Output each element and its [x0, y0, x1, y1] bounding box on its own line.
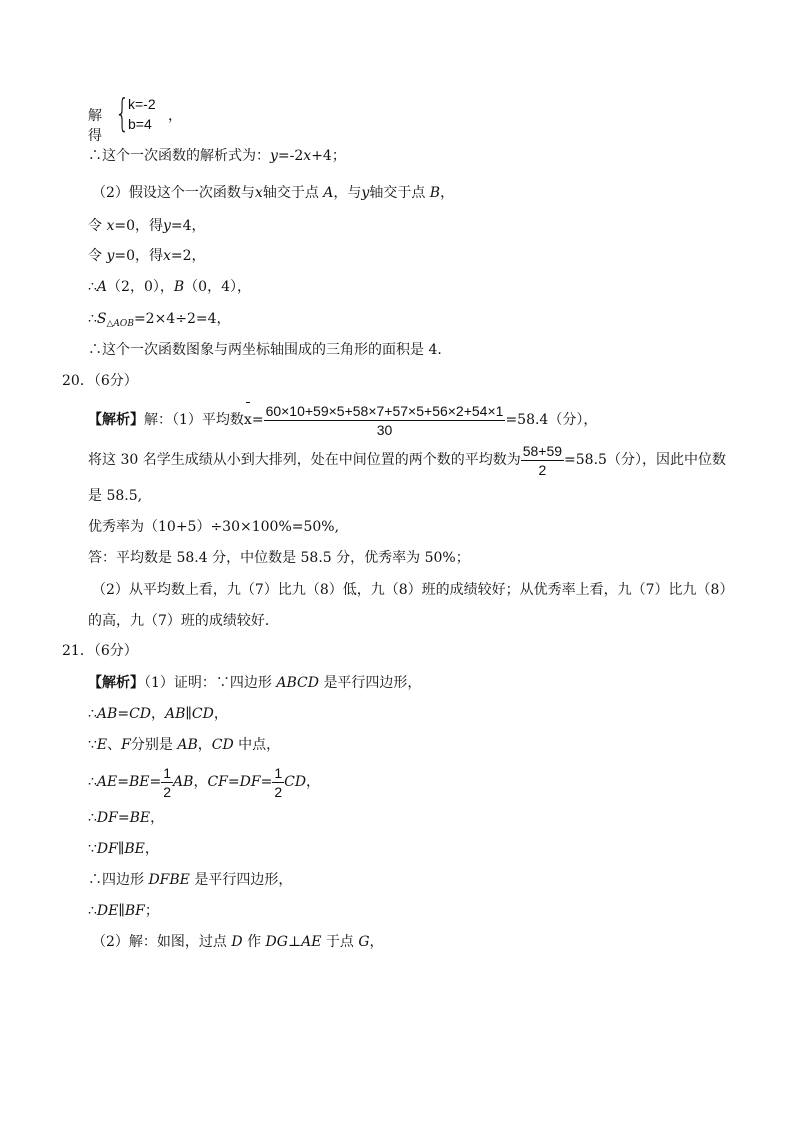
text-line: ∴这个一次函数的解析式为：y=-2x+4； — [88, 148, 346, 164]
system-comma: ， — [168, 108, 182, 124]
text-line: ∴A（2，0），B（0，4）， — [88, 279, 251, 295]
text-line: ∴DF=BE， — [88, 810, 165, 826]
question-21-heading: 21．（6分） — [62, 643, 138, 659]
equation-b: b=4 — [128, 116, 152, 132]
mean-fraction: $\frac{60\times 10+59\times 5+58\times 7+57\times 5+56\times 2+54\times 1}{30}$ — [265, 402, 504, 438]
text-line: ∴DE∥BF； — [88, 903, 159, 919]
half-fraction: $\frac{1}{2}$ — [274, 764, 283, 800]
text-line: ∵DF∥BE， — [88, 841, 159, 857]
text-line: $\therefore S_{\triangle AOB}=2\times 4\div 2=4$， — [88, 311, 231, 329]
text-line: 的高，九（7）班的成绩较好． — [88, 613, 279, 629]
half-fraction: $\frac{1}{2}$ — [163, 764, 172, 800]
median-fraction: $\frac{58+59}{2}$ — [522, 442, 563, 478]
text-line: ∴AB=CD，AB∥CD， — [88, 706, 228, 722]
text-line: ∴这个一次函数图象与两坐标轴围成的三角形的面积是 4． — [88, 342, 452, 358]
left-brace: { — [115, 91, 130, 135]
text-line: 令 x=0，得y=4， — [88, 218, 206, 234]
text-line: 【解析】（1）证明：∵四边形 ABCD 是平行四边形， — [88, 675, 422, 691]
question-20-heading: 20．（6分） — [62, 373, 138, 389]
equation-k: k=-2 — [128, 96, 156, 112]
text-line: （2）从平均数上看，九（7）比九（8）低，九（8）班的成绩较好；从优秀率上看，九（7）比九（8） — [92, 582, 734, 598]
text-line: （2）解：如图，过点 D 作 DG⊥AE 于点 G， — [92, 934, 384, 950]
text-line: 答：平均数是 58.4 分，中位数是 58.5 分，优秀率为 50%； — [88, 550, 470, 566]
text-line: ∴AE=BE= $\frac{1}{2}$ AB，CF=DF= $\frac{1}{2}$ CD， — [88, 764, 321, 800]
text-line: 优秀率为（10+5）÷30×100%=50%, — [88, 519, 340, 535]
text-line: 将这 30 名学生成绩从小到大排列，处在中间位置的两个数的平均数为 $\frac{58+59}{2}$ =58.5（分），因此中位数 — [88, 442, 726, 478]
text-line: 是 58.5, — [88, 488, 143, 504]
text-line: ∴四边形 DFBE 是平行四边形， — [88, 872, 293, 888]
system-label: 解得 — [88, 108, 102, 144]
text-line: 令 y=0，得x=2， — [88, 248, 206, 264]
text-line: （2）假设这个一次函数与x轴交于点 A，与y轴交于点 B， — [92, 185, 455, 201]
text-line: ∵E、F分别是 AB，CD 中点， — [88, 737, 281, 753]
text-line: 【解析】解：（1）平均数x= $\frac{60\times 10+59\times 5+58\times 7+57\times 5+56\times 2+54\times 1}{30}$ =58.4（分）， — [88, 400, 597, 440]
